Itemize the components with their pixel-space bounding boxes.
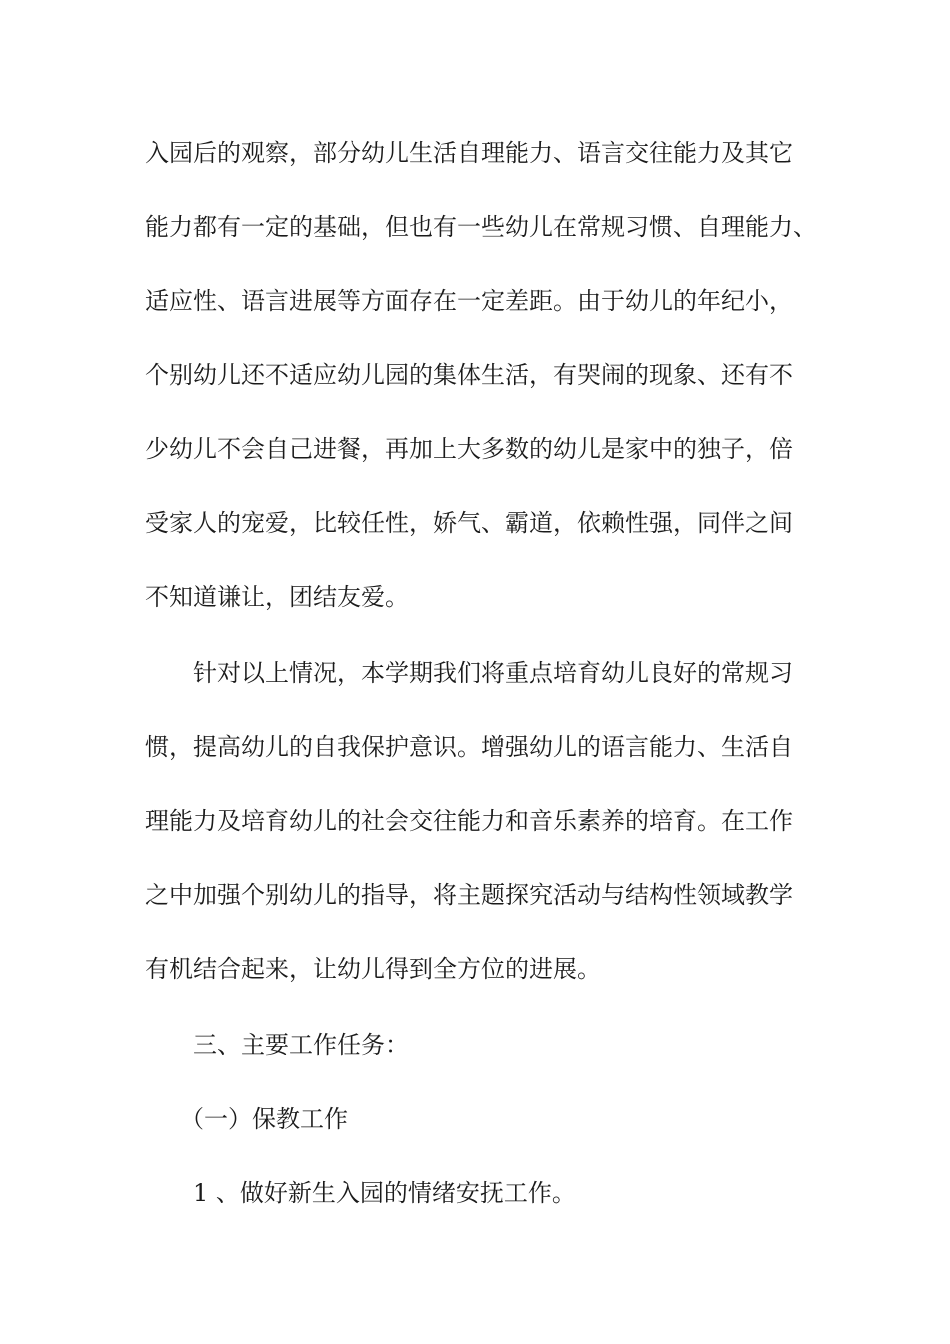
paragraph-line: 有机结合起来，让幼儿得到全方位的进展。 xyxy=(145,955,601,983)
paragraph-line: 入园后的观察，部分幼儿生活自理能力、语言交往能力及其它 xyxy=(145,139,793,167)
subsection-heading: （一）保教工作 xyxy=(180,1105,348,1133)
paragraph-line: 少幼儿不会自己进餐，再加上大多数的幼儿是家中的独子，倍 xyxy=(145,435,793,463)
paragraph-line: 能力都有一定的基础，但也有一些幼儿在常规习惯、自理能力、 xyxy=(145,213,817,241)
paragraph-line: 不知道谦让，团结友爱。 xyxy=(145,583,409,611)
paragraph-line: 之中加强个别幼儿的指导，将主题探究活动与结构性领域教学 xyxy=(145,881,793,909)
list-item: 1 、做好新生入园的情绪安抚工作。 xyxy=(193,1179,576,1207)
paragraph-line: 适应性、语言进展等方面存在一定差距。由于幼儿的年纪小， xyxy=(145,287,793,315)
paragraph-line: 受家人的宠爱，比较任性，娇气、霸道，依赖性强，同伴之间 xyxy=(145,509,793,537)
paragraph-line: 个别幼儿还不适应幼儿园的集体生活，有哭闹的现象、还有不 xyxy=(145,361,793,389)
section-heading: 三、主要工作任务： xyxy=(193,1031,409,1059)
paragraph-line: 理能力及培育幼儿的社会交往能力和音乐素养的培育。在工作 xyxy=(145,807,793,835)
paragraph-line: 惯，提高幼儿的自我保护意识。增强幼儿的语言能力、生活自 xyxy=(145,733,793,761)
paragraph-line: 针对以上情况，本学期我们将重点培育幼儿良好的常规习 xyxy=(193,659,793,687)
